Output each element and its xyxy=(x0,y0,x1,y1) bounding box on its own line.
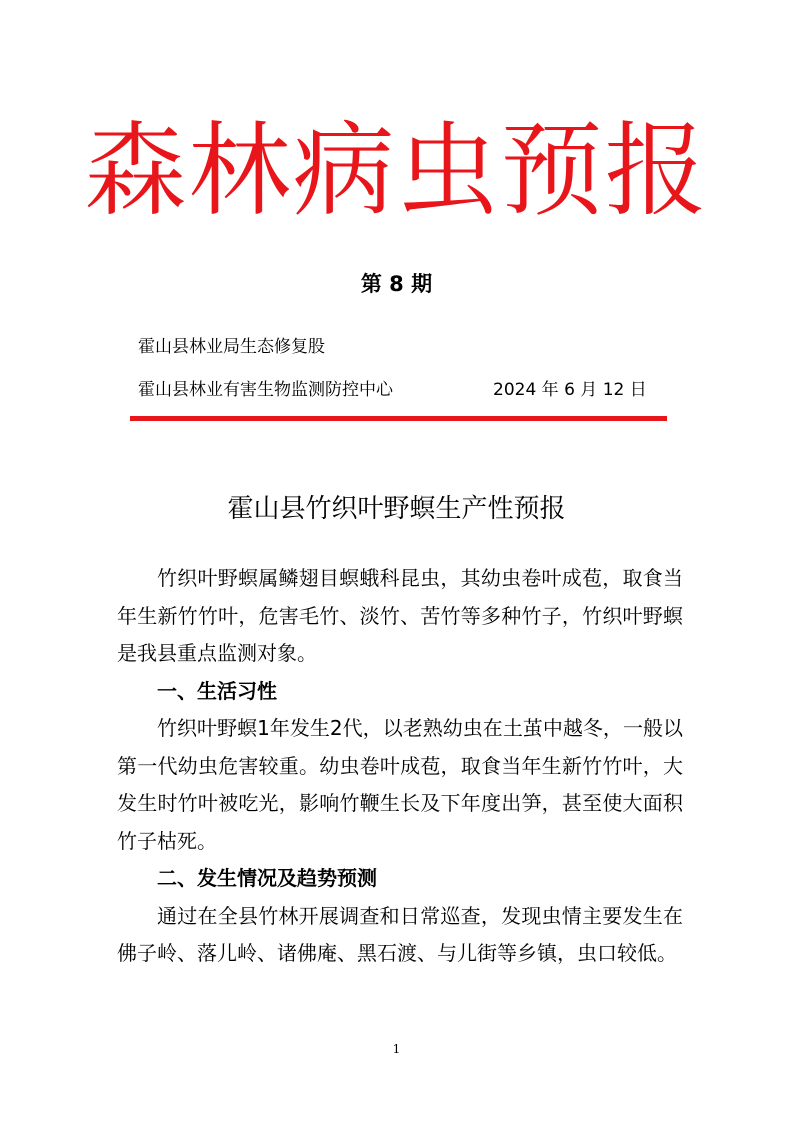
header-divider xyxy=(130,416,667,421)
issue-date: 2024 年 6 月 12 日 xyxy=(493,380,647,400)
section-body-habits: 竹织叶野螟1年发生2代，以老熟幼虫在土茧中越冬，一般以第一代幼虫危害较重。幼虫卷叶成苞，取食当年生新竹竹叶，大发生时竹叶被吃光，影响竹鞭生长及下年度出笋，甚至使大面积竹子枯死。 xyxy=(117,716,683,853)
intro-paragraph: 竹织叶野螟属鳞翅目螟蛾科昆虫，其幼虫卷叶成苞，取食当年生新竹竹叶，危害毛竹、淡竹、苦竹等多种竹子，竹织叶野螟是我县重点监测对象。 xyxy=(117,566,683,665)
page-number: 1 xyxy=(392,1042,401,1056)
issue-number: 第 8 期 xyxy=(360,272,433,296)
section-heading-habits: 一、生活习性 xyxy=(157,678,277,703)
section-heading-occurrence: 二、发生情况及趋势预测 xyxy=(157,866,377,890)
issuing-org-1: 霍山县林业局生态修复股 xyxy=(138,337,325,357)
masthead-title: 森林病虫预报 xyxy=(84,112,709,231)
section-body-occurrence: 通过在全县竹林开展调查和日常巡查，发现虫情主要发生在佛子岭、落儿岭、诸佛庵、黑石渡、与儿街等乡镇，虫口较低。 xyxy=(117,903,683,965)
article-title: 霍山县竹织叶野螟生产性预报 xyxy=(227,494,566,524)
article-body xyxy=(117,560,683,973)
issuing-org-2: 霍山县林业有害生物监测防控中心 xyxy=(138,380,393,400)
